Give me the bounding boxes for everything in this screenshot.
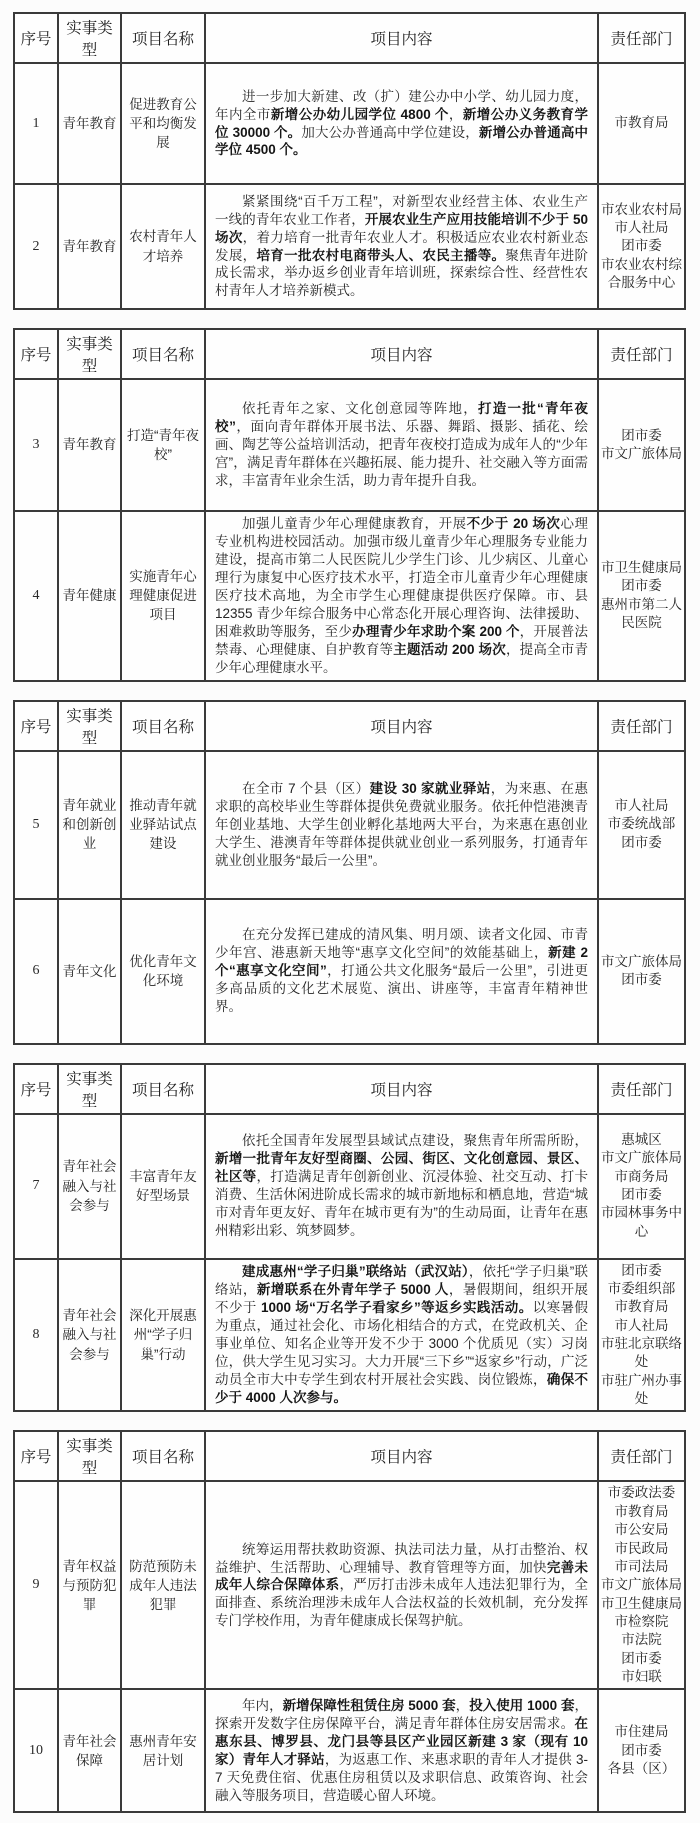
col-header-name: 项目名称	[121, 1431, 205, 1481]
dept-line: 市人社局	[614, 219, 669, 235]
cell-name: 推动青年就业驿站试点建设	[121, 751, 205, 899]
dept-line: 市教育局	[614, 1299, 669, 1315]
cell-content	[205, 63, 598, 184]
cell-content	[205, 751, 598, 899]
col-header-dept: 责任部门	[598, 1064, 685, 1114]
dept-line: 市教育局	[614, 115, 669, 131]
col-header-type: 实事类型	[58, 1064, 121, 1114]
projects-table-1	[13, 12, 686, 310]
dept-line: 市检察院	[614, 1613, 669, 1629]
col-header-name: 项目名称	[121, 1064, 205, 1114]
col-header-content: 项目内容	[205, 13, 598, 63]
cell-seq: 7	[14, 1114, 58, 1259]
col-header-content: 项目内容	[205, 329, 598, 379]
dept-line: 团市委	[621, 834, 662, 850]
cell-dept	[598, 379, 685, 511]
dept-line: 市农业农村综合服务中心	[601, 256, 682, 291]
cell-seq: 5	[14, 751, 58, 899]
col-header-type: 实事类型	[58, 13, 121, 63]
project-content-text: 加强儿童青少年心理健康教育，开展不少于 20 场次心理专业机构进校园活动。加强市级儿童青少年心理服务专业能力建设，提高市第二人民医院儿少学生门诊、儿少病区、儿童心理行为康复中心医疗技术水平，打造全市儿童青少年心理健康医疗技术高地，为全市学生心理健康提供医疗保障。市、县 12355 青少年综合服务中心常态化开展心理咨询、法律援助、困难救助等服务，至少办理青少年求助个案 200 个，开展普法禁毒、心理健康、自护教育等主题活动 200 场次，提高全市青少年心理健康水平。	[215, 516, 589, 675]
col-header-seq: 序号	[14, 701, 58, 751]
projects-table-3	[13, 700, 686, 1045]
col-header-type: 实事类型	[58, 701, 121, 751]
project-content-text: 依托青年之家、文化创意园等阵地，打造一批“青年夜校”，面向青年群体开展书法、乐器、舞蹈、摄影、插花、绘画、陶艺等公益培训活动，把青年夜校打造成为成年人的“少年宫”，满足青年群体在兴趣拓展、能力提升、社交融入等方面需求，丰富青年业余生活，助力青年提升自我。	[215, 401, 589, 488]
col-header-content: 项目内容	[205, 1431, 598, 1481]
project-row	[14, 899, 685, 1044]
header-row	[14, 1431, 685, 1481]
dept-line: 市委统战部	[607, 816, 676, 832]
dept-line: 惠城区	[621, 1132, 662, 1147]
cell-type: 青年权益与预防犯罪	[58, 1481, 121, 1689]
cell-dept	[598, 63, 685, 184]
col-header-seq: 序号	[14, 329, 58, 379]
dept-line: 市委组织部	[607, 1280, 676, 1296]
dept-line: 市商务局	[614, 1168, 669, 1184]
dept-line: 市妇联	[621, 1669, 662, 1685]
dept-line: 市住建局	[614, 1724, 669, 1740]
cell-type: 青年教育	[58, 379, 121, 511]
project-row	[14, 379, 685, 511]
cell-content	[205, 1481, 598, 1689]
col-header-seq: 序号	[14, 1064, 58, 1114]
cell-content	[205, 1689, 598, 1812]
cell-dept	[598, 511, 685, 681]
col-header-content: 项目内容	[205, 701, 598, 751]
dept-line: 团市委	[621, 238, 662, 254]
cell-content	[205, 184, 598, 309]
col-header-name: 项目名称	[121, 329, 205, 379]
cell-type: 青年就业和创新创业	[58, 751, 121, 899]
project-row	[14, 1259, 685, 1412]
project-content-text: 建成惠州“学子归巢”联络站（武汉站），依托“学子归巢”联络站，新增联系在外青年学子 5000 人，暑假期间，组织开展不少于 1000 场“万名学子看家乡”等返乡实践活动。以寒暑假为重点，通过社会化、市场化相结合的方式，在党政机关、企事业单位、知名企业等开发不少于 3000 个优质见（实）习岗位，供大学生见习实习。大力开展“三下乡”“返家乡”行动，广泛动员全市大中专学生到农村开展社会实践、岗位锻炼，确保不少于 4000 人次参与。	[215, 1264, 589, 1405]
project-row	[14, 511, 685, 681]
col-header-type: 实事类型	[58, 1431, 121, 1481]
dept-line: 市民政局	[614, 1540, 669, 1556]
project-content-text: 依托全国青年发展型县域试点建设，聚焦青年所需所盼，新增一批青年友好型商圈、公园、街区、文化创意园、景区、社区等，打造满足青年创新创业、沉浸体验、社交互动、打卡消费、生活休闲进阶成长需求的城市新地标和栖息地，营造“城市对青年更友好、青年在城市更有为”的生动局面，让青年在惠州精彩出彩、筑梦圆梦。	[215, 1133, 589, 1238]
dept-line: 团市委	[621, 578, 662, 594]
cell-dept	[598, 1259, 685, 1412]
cell-type: 青年文化	[58, 899, 121, 1044]
col-header-dept: 责任部门	[598, 701, 685, 751]
dept-line: 市文广旅体局	[601, 446, 682, 461]
col-header-seq: 序号	[14, 13, 58, 63]
project-row	[14, 751, 685, 899]
cell-dept	[598, 751, 685, 899]
cell-name: 优化青年文化环境	[121, 899, 205, 1044]
cell-dept	[598, 1481, 685, 1689]
col-header-name: 项目名称	[121, 701, 205, 751]
cell-type: 青年健康	[58, 511, 121, 681]
dept-line: 市园林事务中心	[601, 1205, 682, 1239]
projects-table-4	[13, 1063, 686, 1413]
cell-dept	[598, 184, 685, 309]
cell-type: 青年教育	[58, 63, 121, 184]
cell-seq: 10	[14, 1689, 58, 1812]
projects-table-5	[13, 1430, 686, 1813]
col-header-dept: 责任部门	[598, 13, 685, 63]
cell-type: 青年社会保障	[58, 1689, 121, 1812]
dept-line: 市委政法委	[607, 1485, 676, 1501]
dept-line: 市法院	[621, 1632, 662, 1648]
header-row	[14, 329, 685, 379]
cell-name: 丰富青年友好型场景	[121, 1114, 205, 1259]
project-row	[14, 1481, 685, 1689]
col-header-dept: 责任部门	[598, 329, 685, 379]
cell-content	[205, 511, 598, 681]
cell-name: 实施青年心理健康促进项目	[121, 511, 205, 681]
dept-line: 市卫生健康局	[601, 1595, 682, 1611]
project-row	[14, 184, 685, 309]
col-header-name: 项目名称	[121, 13, 205, 63]
col-header-content: 项目内容	[205, 1064, 598, 1114]
cell-type: 青年教育	[58, 184, 121, 309]
dept-line: 市文广旅体局	[601, 1577, 682, 1593]
cell-name: 深化开展惠州“学子归巢”行动	[121, 1259, 205, 1412]
dept-line: 市驻北京联络处	[601, 1336, 682, 1370]
dept-line: 各县（区）	[607, 1761, 676, 1777]
cell-name: 打造“青年夜校”	[121, 379, 205, 511]
cell-content	[205, 1114, 598, 1259]
dept-line: 团市委	[621, 1742, 662, 1758]
cell-seq: 9	[14, 1481, 58, 1689]
cell-name: 防范预防未成年人违法犯罪	[121, 1481, 205, 1689]
project-content-text: 统筹运用帮扶救助资源、执法司法力量，从打击整治、权益维护、生活帮助、心理辅导、教育管理等方面，加快完善未成年人综合保障体系，严厉打击涉未成年人违法犯罪行为，全面排查、系统治理涉未成年人合法权益的长效机制，充分发挥专门学校作用，为青年健康成长保驾护航。	[215, 1541, 589, 1629]
dept-line: 市农业农村局	[601, 201, 682, 217]
dept-line: 团市委	[621, 1187, 662, 1203]
header-row	[14, 701, 685, 751]
project-content-text: 在全市 7 个县（区）建设 30 家就业驿站，为来惠、在惠求职的高校毕业生等群体提供免费就业服务。依托仲恺港澳青年创业基地、大学生创业孵化基地两大平台，为来惠在惠创业大学生、港澳青年等群体提供就业创业一系列服务，打通青年就业创业服务“最后一公里”。	[215, 780, 588, 868]
cell-seq: 3	[14, 379, 58, 511]
project-content-text: 年内，新增保障性租赁住房 5000 套，投入使用 1000 套，探索开发数字住房保障平台，满足青年群体住房安居需求。在惠东县、博罗县、龙门县等县区产业园区新建 3 家（现有 10 家）青年人才驿站，为返惠工作、来惠求职的青年人才提供 3-7 天免费住宿、优惠住房租赁以及求职信息、政策咨询、社会融入等服务项目，营造暖心留人环境。	[215, 1698, 589, 1803]
projects-table-2	[13, 328, 686, 682]
cell-seq: 6	[14, 899, 58, 1044]
project-row	[14, 63, 685, 184]
cell-content	[205, 379, 598, 511]
dept-line: 市驻广州办事处	[601, 1372, 682, 1407]
dept-line: 市教育局	[614, 1503, 669, 1519]
project-row	[14, 1689, 685, 1812]
project-row	[14, 1114, 685, 1259]
dept-line: 团市委	[621, 972, 662, 988]
col-header-seq: 序号	[14, 1431, 58, 1481]
project-content-text: 在充分发挥已建成的清风集、明月颂、读者文化园、市青少年宫、港惠新天地等“惠享文化空间”的效能基础上，新建 2 个“惠享文化空间”，打通公共文化服务“最后一公里”，引进更多高品质的文化艺术展览、演出、讲座等，丰富青年精神世界。	[215, 927, 588, 1014]
col-header-type: 实事类型	[58, 329, 121, 379]
cell-seq: 8	[14, 1259, 58, 1412]
dept-line: 惠州市第二人民医院	[601, 596, 682, 631]
cell-name: 农村青年人才培养	[121, 184, 205, 309]
dept-line: 市人社局	[614, 1317, 669, 1333]
cell-dept	[598, 1689, 685, 1812]
dept-line: 市人社局	[614, 798, 669, 814]
header-row	[14, 1064, 685, 1114]
cell-seq: 2	[14, 184, 58, 309]
cell-dept	[598, 1114, 685, 1259]
cell-name: 促进教育公平和均衡发展	[121, 63, 205, 184]
cell-name: 惠州青年安居计划	[121, 1689, 205, 1812]
dept-line: 市文广旅体局	[601, 953, 682, 969]
dept-line: 市卫生健康局	[601, 560, 682, 576]
cell-type: 青年社会融入与社会参与	[58, 1114, 121, 1259]
cell-seq: 1	[14, 63, 58, 184]
col-header-dept: 责任部门	[598, 1431, 685, 1481]
cell-dept	[598, 899, 685, 1044]
project-content-text: 进一步加大新建、改（扩）建公办中小学、幼儿园力度，年内全市新增公办幼儿园学位 4800 个，新增公办义务教育学位 30000 个。加大公办普通高中学位建设，新增公办普通高中学位 4500 个。	[215, 88, 589, 158]
dept-line: 市文广旅体局	[601, 1150, 682, 1166]
dept-line: 团市委	[621, 1262, 662, 1278]
project-content-text: 紧紧围绕“百千万工程”，对新型农业经营主体、农业生产一线的青年农业工作者，开展农业生产应用技能培训不少于 50 场次，着力培育一批青年农业人才。积极适应农业农村新业态发展，培育一批农村电商带头人、农民主播等。聚焦青年进阶成长需求，举办返乡创业青年培训班，探索综合性、经营性农村青年人才培养新模式。	[215, 193, 589, 299]
cell-content	[205, 899, 598, 1044]
dept-line: 团市委	[621, 1650, 662, 1666]
cell-type: 青年社会融入与社会参与	[58, 1259, 121, 1412]
dept-line: 市公安局	[614, 1522, 669, 1538]
cell-content	[205, 1259, 598, 1412]
dept-line: 团市委	[621, 427, 662, 443]
dept-line: 市司法局	[614, 1558, 669, 1574]
cell-seq: 4	[14, 511, 58, 681]
header-row	[14, 13, 685, 63]
